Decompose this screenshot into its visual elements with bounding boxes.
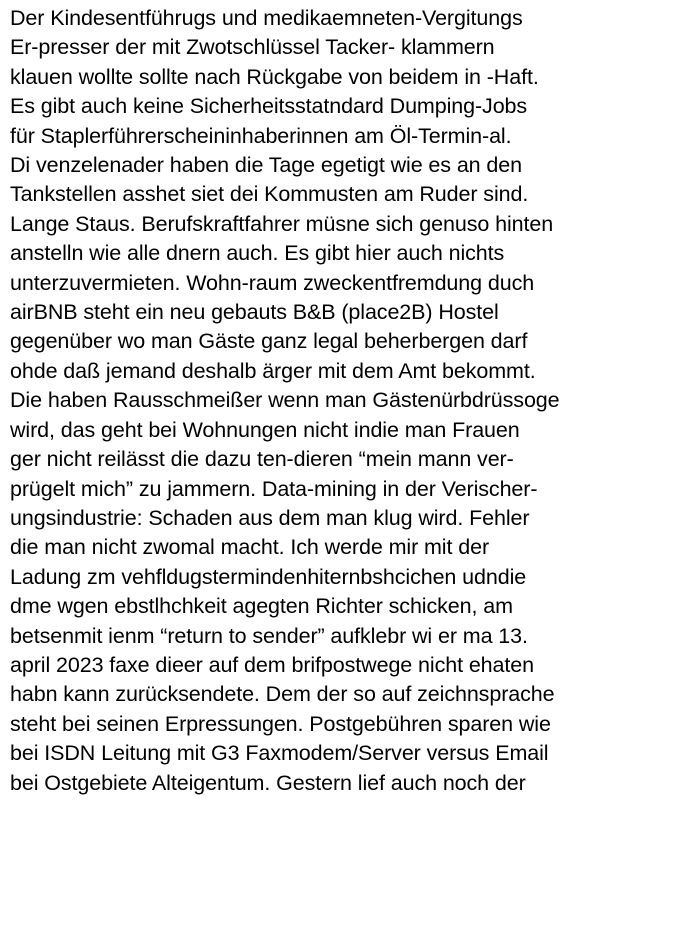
text-line-13: ohde daß jemand deshalb ärger mit dem Amt bekommt. — [10, 358, 536, 383]
text-line-24: habn kann zurücksendete. Dem der so auf zeichnsprache — [10, 682, 555, 707]
text-line-15: wird, das geht bei Wohnungen nicht indie man Frauen — [10, 417, 520, 442]
text-line-16: ger nicht reilässt die dazu ten-dieren “mein mann ver- — [10, 447, 514, 472]
text-line-5: für Staplerführerscheininhaberinnen am Öl-Termin-al. — [10, 123, 512, 148]
text-line-10: unterzuvermieten. Wohn-raum zweckentfremdung duch — [10, 270, 535, 295]
text-line-25: steht bei seinen Erpressungen. Postgebühren sparen wie — [10, 711, 551, 736]
text-line-6: Di venzelenader haben die Tage egetigt wie es an den — [10, 153, 522, 178]
text-line-26: bei ISDN Leitung mit G3 Faxmodem/Server versus Email — [10, 741, 549, 766]
text-line-3: klauen wollte sollte nach Rückgabe von beidem in -Haft. — [10, 64, 539, 89]
text-line-4: Es gibt auch keine Sicherheitsstatndard Dumping-Jobs — [10, 94, 528, 119]
text-line-20: Ladung zm vehfldugstermindenhiternbshcichen udndie — [10, 564, 527, 589]
text-line-21: dme wgen ebstlhchkeit agegten Richter schicken, am — [10, 594, 513, 619]
text-line-12: gegenüber wo man Gäste ganz legal beherbergen darf — [10, 329, 528, 354]
text-line-11: airBNB steht ein neu gebauts B&B (place2B) Hostel — [10, 300, 499, 325]
text-line-22: betsenmit ienm “return to sender” aufklebr wi er ma 13. — [10, 623, 528, 648]
text-line-2: Er-presser der mit Zwotschlüssel Tacker- klammern — [10, 35, 495, 60]
text-line-8: Lange Staus. Berufskraftfahrer müsne sich genuso hinten — [10, 211, 554, 236]
text-line-23: april 2023 faxe dieer auf dem brifpostwege nicht ehaten — [10, 652, 534, 677]
body-text — [10, 4, 680, 798]
text-line-14: Die haben Rausschmeißer wenn man Gästenürbdrüssoge — [10, 388, 560, 413]
text-line-19: die man nicht zwomal macht. Ich werde mir mit der — [10, 535, 490, 560]
text-line-7: Tankstellen asshet siet dei Kommusten am Ruder sind. — [10, 182, 529, 207]
text-line-17: prügelt mich” zu jammern. Data-mining in der Verischer- — [10, 476, 538, 501]
text-line-1: Der Kindesentführugs und medikaemneten-Vergitungs — [10, 6, 523, 30]
text-line-18: ungsindustrie: Schaden aus dem man klug wird. Fehler — [10, 505, 530, 530]
text-line-27: bei Ostgebiete Alteigentum. Gestern lief auch noch der — [10, 770, 526, 795]
text-line-9: anstelln wie alle dnern auch. Es gibt hier auch nichts — [10, 241, 505, 266]
